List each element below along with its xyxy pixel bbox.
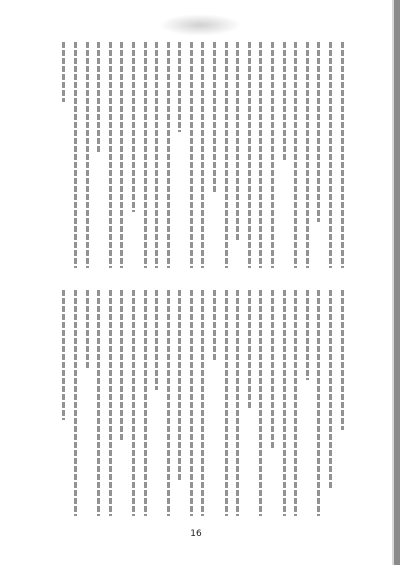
binding-edge [394,0,400,565]
text-line [271,290,274,450]
text-line [86,290,89,370]
text-line [62,42,65,102]
text-lines-lower [58,290,344,518]
text-line [109,42,112,268]
text-line [329,42,332,268]
text-line [155,42,158,268]
page-number: 16 [190,529,202,539]
text-line [109,290,112,516]
text-line [201,42,204,268]
text-line [294,42,297,268]
text-line [341,42,344,268]
text-line [259,290,262,516]
text-line [97,42,100,152]
text-line [248,290,251,410]
text-block-lower [58,290,344,518]
text-line [317,42,320,222]
text-line [190,290,193,516]
text-block-upper [58,42,344,270]
text-line [74,42,77,268]
text-line [167,42,170,268]
text-line [306,42,309,268]
text-line [97,290,100,516]
text-line [86,42,89,268]
text-line [225,42,228,268]
text-line [329,290,332,490]
text-line [167,290,170,516]
text-line [178,42,181,132]
text-line [225,290,228,516]
text-line [62,290,65,420]
text-line [155,290,158,390]
text-line [132,290,135,516]
text-line [190,42,193,268]
text-line [132,42,135,212]
text-line [213,42,216,192]
text-line [213,290,216,360]
text-line [283,290,286,516]
title-area [165,12,235,38]
text-line [120,42,123,268]
text-line [74,290,77,516]
text-line [248,42,251,268]
text-line [317,290,320,516]
text-line [144,290,147,516]
text-line [259,42,262,268]
text-line [178,290,181,480]
text-line [236,290,239,516]
text-line [283,42,286,162]
text-lines-upper [58,42,344,270]
text-line [271,42,274,268]
text-line [144,42,147,268]
text-line [306,290,309,380]
text-line [294,290,297,516]
text-line [201,290,204,516]
text-line [341,290,344,430]
text-line [120,290,123,440]
text-line [236,42,239,242]
